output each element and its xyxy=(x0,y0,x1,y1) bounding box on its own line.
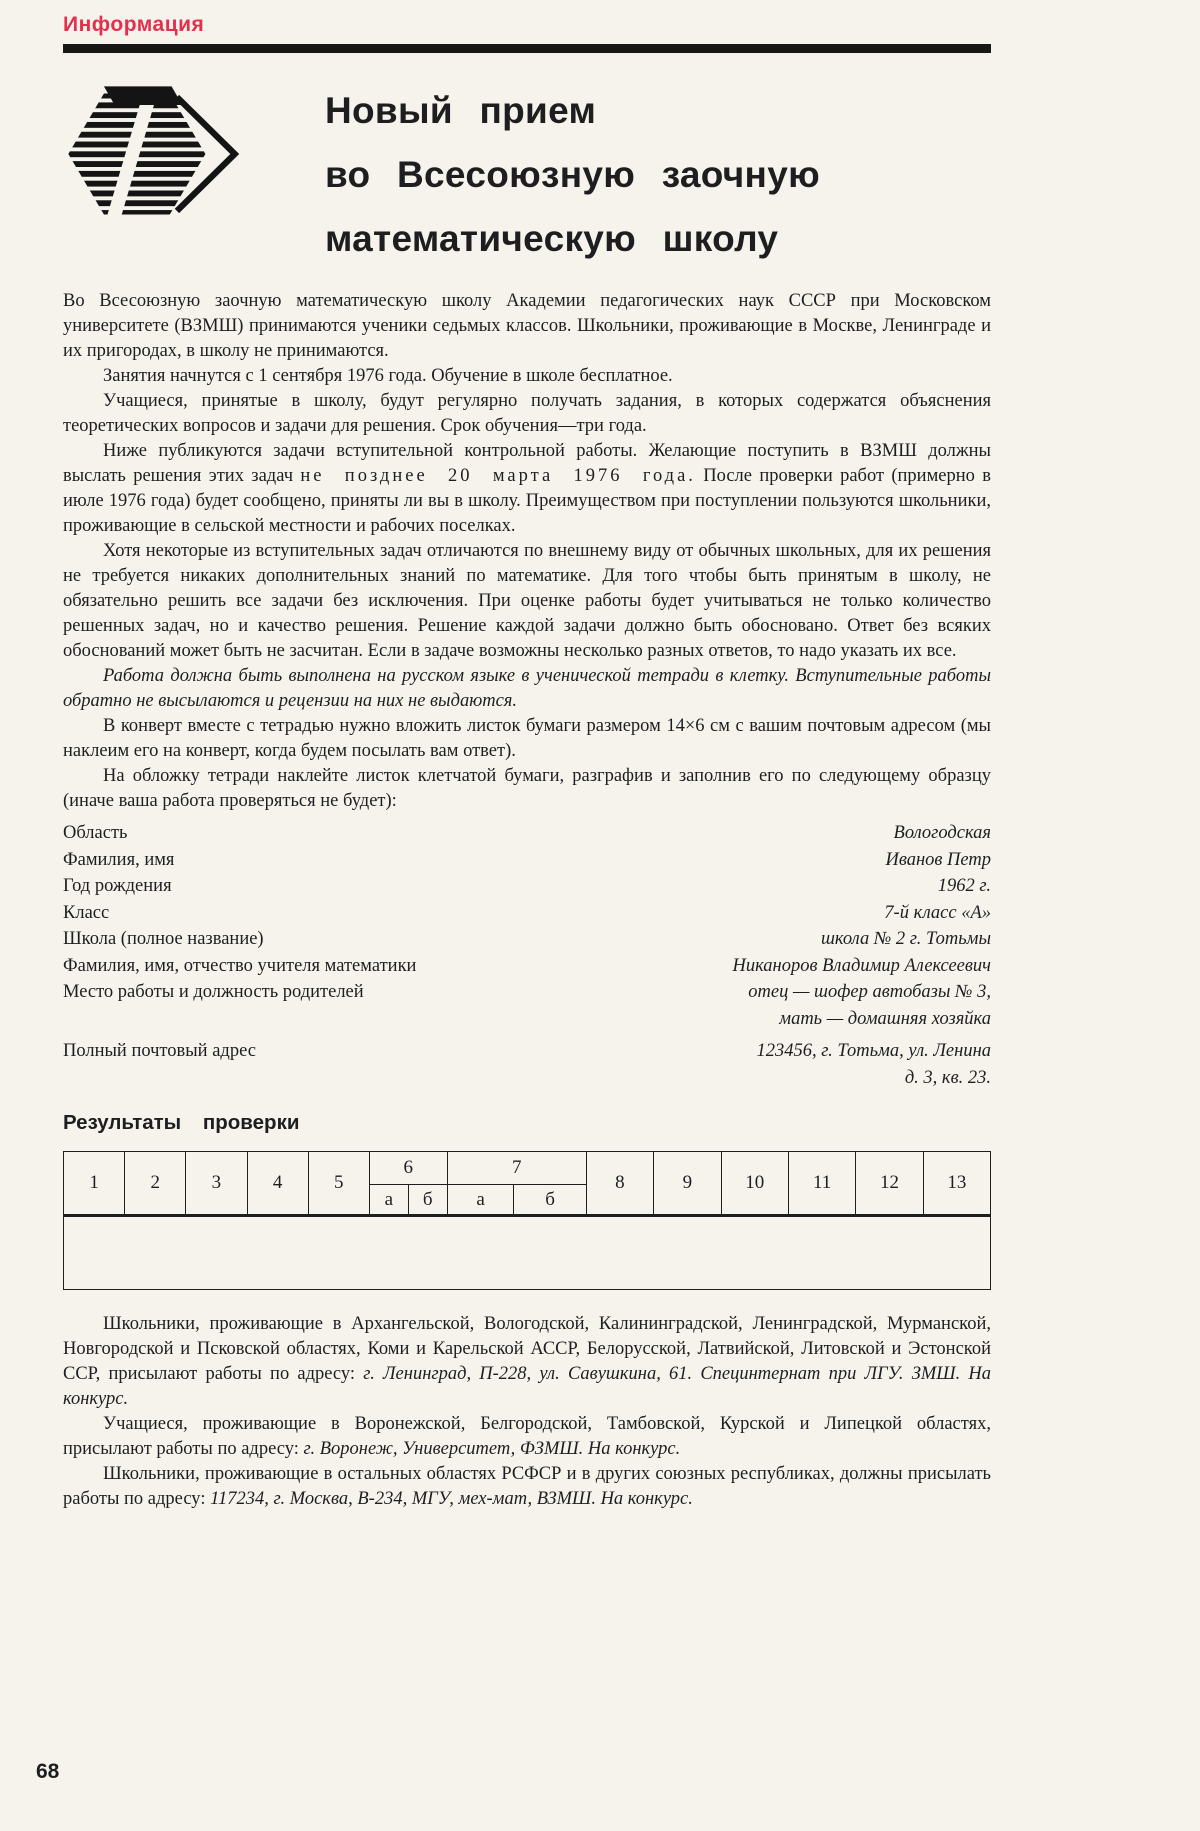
form-label: Школа (полное название) xyxy=(63,929,264,949)
table-col-6b: б xyxy=(408,1185,447,1216)
p-assignments: Учащиеся, принятые в школу, будут регулярно получать задания, в которых содержатся объяснения теоретических вопросов и задачи для решения. Срок обучения—три года. xyxy=(63,391,991,436)
form-label: Место работы и должность родителей xyxy=(63,982,364,1002)
p-cover-label: На обложку тетради наклейте листок клетчатой бумаги, разграфив и заполнив его по следующему образцу (иначе ваша работа проверяться не будет): xyxy=(63,766,991,811)
table-empty-row xyxy=(64,1216,991,1290)
form-value: 1962 г. xyxy=(937,876,991,896)
address-leningrad xyxy=(63,1312,991,1412)
form-value: 7-й класс «А» xyxy=(884,902,991,923)
p-deadline-lead: Ниже публикуются задачи вступительной контрольной работы. Желающие поступить в ВЗМШ должны выслать решения этих задач xyxy=(63,441,991,486)
form-row-name xyxy=(63,847,991,874)
form-label: Фамилия, имя, отчество учителя математики xyxy=(63,955,417,976)
top-rule xyxy=(63,44,991,53)
table-col-3: 3 xyxy=(186,1152,247,1216)
vzmsh-logo-icon xyxy=(63,79,241,234)
results-heading: Результаты проверки xyxy=(63,1111,300,1134)
form-value: Иванов Петр xyxy=(885,849,991,870)
form-row-region xyxy=(63,820,991,847)
table-col-7-group: 7 xyxy=(447,1152,586,1185)
form-row-parents-2 xyxy=(63,1006,991,1033)
p-requirements: Хотя некоторые из вступительных задач отличаются по внешнему виду от обычных школьных, для их решения не требуется никаких дополнительных знаний по математике. Для того чтобы быть принятым в школу, не обязательно решить все задачи без исключения. При оценке работы будет учитываться не только количество решенных задач, но и качество решения. Решение каждой задачи должно быть обосновано. Ответ без всяких обоснований может быть не засчитан. Если в задаче возможны несколько разных ответов, то надо указать их все. xyxy=(63,541,991,661)
table-col-4: 4 xyxy=(247,1152,308,1216)
table-col-13: 13 xyxy=(923,1152,990,1216)
page-title-line-1: Новый прием xyxy=(325,90,597,131)
page-title-line-3: математическую школу xyxy=(325,218,779,259)
form-value: Вологодская xyxy=(893,823,991,843)
submission-addresses xyxy=(63,1312,991,1512)
masthead xyxy=(63,79,991,271)
address-value: 117234, г. Москва, В-234, МГУ, мех-мат, ВЗМШ. На конкурс. xyxy=(210,1489,693,1509)
form-value: школа № 2 г. Тотьмы xyxy=(820,929,991,949)
address-moscow xyxy=(63,1462,991,1512)
form-value: отец — шофер автобазы № 3, xyxy=(748,982,991,1002)
form-row-school xyxy=(63,926,991,953)
p-envelope: В конверт вместе с тетрадью нужно вложить листок бумаги размером 14×6 см с вашим почтовым адресом (мы наклеим его на конверт, когда будем посылать вам ответ). xyxy=(63,716,991,761)
table-col-6-group: 6 xyxy=(369,1152,447,1185)
address-lead: Школьники, проживающие в остальных областях РСФСР и в других союзных республиках, должны присылать работы по адресу: xyxy=(63,1464,991,1509)
table-empty-cell xyxy=(64,1216,991,1290)
results-table xyxy=(63,1151,991,1290)
table-col-12: 12 xyxy=(856,1152,923,1216)
table-col-10: 10 xyxy=(721,1152,788,1216)
address-lead: Школьники, проживающие в Архангельской, Вологодской, Калининградской, Ленинградской, Мурманской, Новгородской и Псковской областях, Коми и Карельской АССР, Белорусской, Латвийской, Литовской и Эстонской ССР, присылают работы по адресу: xyxy=(63,1314,991,1384)
form-value: 123456, г. Тотьма, ул. Ленина xyxy=(756,1041,991,1061)
p-deadline xyxy=(63,439,991,539)
form-row-class xyxy=(63,900,991,927)
address-voronezh xyxy=(63,1412,991,1462)
cover-label-form xyxy=(63,820,991,1091)
page-number: 68 xyxy=(36,1760,60,1783)
address-value: г. Ленинград, П-228, ул. Савушкина, 61. Специнтернат при ЛГУ. ЗМШ. На конкурс. xyxy=(63,1364,991,1409)
table-header-row xyxy=(64,1152,991,1185)
address-lead: Учащиеся, проживающие в Воронежской, Белгородской, Тамбовской, Курской и Липецкой областях, присылают работы по адресу: xyxy=(63,1414,991,1459)
p-start-date: Занятия начнутся с 1 сентября 1976 года. Обучение в школе бесплатное. xyxy=(103,366,673,386)
page-content xyxy=(63,0,991,1512)
form-row-parents xyxy=(63,979,991,1006)
table-col-8: 8 xyxy=(586,1152,653,1216)
p-language-note: Работа должна быть выполнена на русском языке в ученической тетради в клетку. Вступительные работы обратно не высылаются и рецензии на них не выдаются. xyxy=(63,666,991,711)
section-label: Информация xyxy=(63,13,205,36)
page-title xyxy=(325,79,820,271)
table-col-2: 2 xyxy=(125,1152,186,1216)
p-admission: Во Всесоюзную заочную математическую школу Академии педагогических наук СССР при Московском университете (ВЗМШ) принимаются ученики седьмых классов. Школьники, проживающие в Москве, Ленинграде и их пригородах, в школу не принимаются. xyxy=(63,291,991,361)
form-row-postal-address-2 xyxy=(63,1065,991,1092)
table-col-6a: а xyxy=(369,1185,408,1216)
address-value: г. Воронеж, Университет, ФЗМШ. На конкурс. xyxy=(303,1439,681,1459)
form-row-postal-address xyxy=(63,1038,991,1065)
table-col-1: 1 xyxy=(64,1152,125,1216)
table-col-5: 5 xyxy=(308,1152,369,1216)
table-col-7b: б xyxy=(514,1185,586,1216)
table-col-9: 9 xyxy=(654,1152,721,1216)
form-label: Полный почтовый адрес xyxy=(63,1041,256,1061)
form-value: д. 3, кв. 23. xyxy=(904,1067,991,1088)
form-label: Класс xyxy=(63,902,110,923)
form-row-birth-year xyxy=(63,873,991,900)
form-label: Фамилия, имя xyxy=(63,849,175,870)
form-row-teacher xyxy=(63,953,991,980)
p-deadline-tail: После проверки работ (примерно в июле 1976 года) будет сообщено, приняты ли вы в школу. Преимуществом при поступлении пользуются школьники, проживающие в сельской местности и рабочих поселках. xyxy=(63,466,991,536)
page-title-line-2: во Всесоюзную заочную xyxy=(325,154,820,195)
form-label: Год рождения xyxy=(63,876,172,896)
form-value: мать — домашняя хозяйка xyxy=(779,1008,991,1029)
table-col-7a: а xyxy=(447,1185,514,1216)
p-deadline-date: не позднее 20 марта 1976 года. xyxy=(300,466,696,486)
article-body xyxy=(63,289,991,814)
table-col-11: 11 xyxy=(788,1152,855,1216)
form-value: Никаноров Владимир Алексеевич xyxy=(732,955,991,976)
form-label: Область xyxy=(63,823,128,843)
